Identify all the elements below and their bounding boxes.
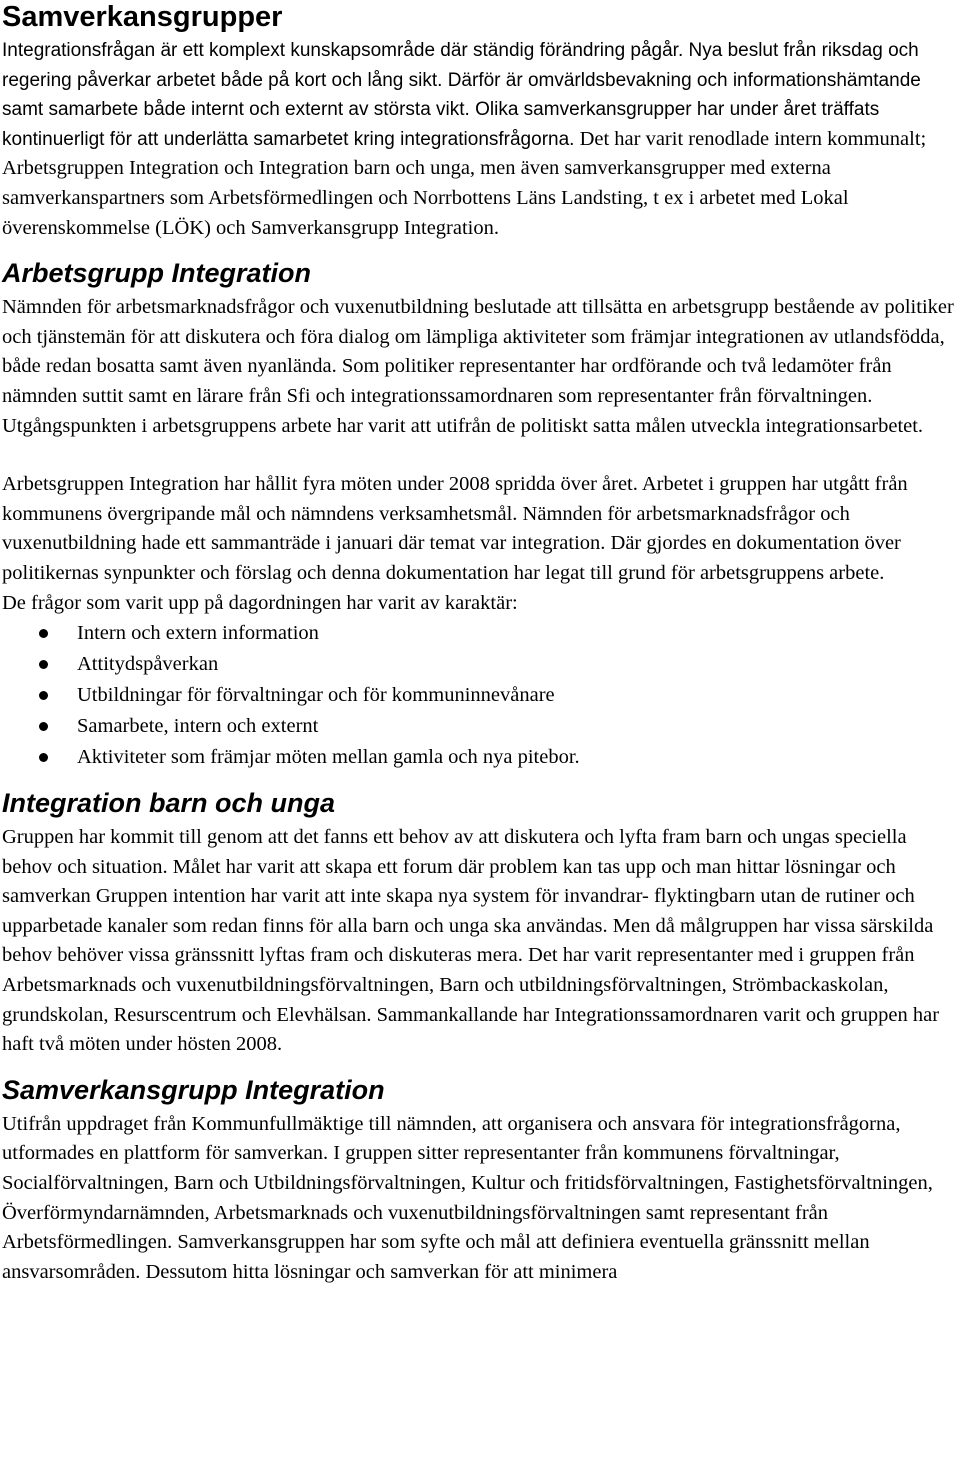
- document-page: [0, 1, 960, 1287]
- section-heading-arbetsgrupp: Arbetsgrupp Integration: [2, 258, 311, 289]
- list-item: [2, 618, 954, 649]
- intro-serif-text: Det har varit renodlade intern kommunalt; Arbetsgruppen Integration och Integration barn och unga, men även samverkansgrupper med externa samverkanspartners som Arbetsförmedlingen och Norrbottens Läns Landsting, t ex i arbetet med Lokal överenskommelse (LÖK) och Samverkansgrupp Integration.: [2, 127, 927, 239]
- section-heading-samverkansgrupp: Samverkansgrupp Integration: [2, 1074, 385, 1105]
- list-item-text: Samarbete, intern och externt: [77, 715, 319, 738]
- page-title: Samverkansgrupper: [2, 1, 283, 33]
- arbetsgrupp-paragraph-3: De frågor som varit upp på dagordningen har varit av karaktär:: [2, 591, 518, 614]
- list-item-text: Attitydspåverkan: [77, 653, 219, 676]
- intro-paragraph: [2, 36, 954, 243]
- section-heading-barn-unga: Integration barn och unga: [2, 788, 336, 819]
- list-item: [2, 742, 954, 773]
- list-item: [2, 680, 954, 711]
- samverkansgrupp-paragraph: Utifrån uppdraget från Kommunfullmäktige till nämnden, att organisera och ansvara för integrationsfrågorna, utformades en plattform för samverkan. I gruppen sitter representanter från kommunens förvaltningar, Socialförvaltningen, Barn och Utbildningsförvaltningen, Kultur och fritidsförvaltningen, Fastighetsförvaltningen, Överförmyndarnämnden, Arbetsmarknads och vuxenutbildningsförvaltningen samt representant från Arbetsförmedlingen. Samverkansgruppen har som syfte och mål att definiera eventuella gränssnitt mellan ansvarsområden. Dessutom hitta lösningar och samverkan för att minimera: [2, 1112, 933, 1283]
- barn-unga-paragraph: Gruppen har kommit till genom att det fanns ett behov av att diskutera och lyfta fram barn och ungas speciella behov och situation. Målet har varit att skapa ett forum där problem kan tas upp och man hittar lösningar och samverkan Gruppen intention har varit att inte skapa nya system för invandrar- flyktingbarn utan de rutiner och upparbetade kanaler som redan finns för alla barn och unga ska användas. Men då målgruppen har vissa särskilda behov behöver vissa gränssnitt lyftas fram och diskuteras mera. Det har varit representanter med i gruppen från Arbetsmarknads och vuxenutbildningsförvaltningen, Barn och utbildningsförvaltningen, Strömbackaskolan, grundskolan, Resurscentrum och Elevhälsan. Sammankallande har Integrationssamordnaren varit och gruppen har haft två möten under hösten 2008.: [2, 826, 940, 1056]
- bullet-icon: [39, 722, 48, 731]
- list-item-text: Aktiviteter som främjar möten mellan gamla och nya pitebor.: [77, 746, 580, 769]
- arbetsgrupp-paragraph-2: Arbetsgruppen Integration har hållit fyra möten under 2008 spridda över året. Arbetet i gruppen har utgått från kommunens övergripande mål och nämndens verksamhetsmål. Nämnden för arbetsmarknadsfrågor och vuxenutbildning hade ett sammanträde i januari där temat var integration. Där gjordes en dokumentation över politikernas synpunkter och förslag och denna dokumentation har legat till grund för arbetsgruppens arbete.: [2, 473, 908, 584]
- paragraph-gap: [2, 441, 954, 470]
- arbetsgrupp-paragraph-1: Nämnden för arbetsmarknadsfrågor och vuxenutbildning beslutade att tillsätta en arbetsgrupp bestående av politiker och tjänstemän för att diskutera och föra dialog om lämpliga aktiviteter som främjar integrationen av utlandsfödda, både redan bosatta samt även nyanlända. Som politiker representanter har ordförande och två ledamöter från nämnden suttit samt en lärare från Sfi och integrationssamordnaren som representanter från förvaltningen. Utgångspunkten i arbetsgruppens arbete har varit att utifrån de politiskt satta målen utveckla integrationsarbetet.: [2, 296, 954, 437]
- bullet-icon: [39, 753, 48, 762]
- bullet-icon: [39, 691, 48, 700]
- bullet-icon: [39, 660, 48, 669]
- list-item-text: Utbildningar för förvaltningar och för kommuninnevånare: [77, 684, 555, 707]
- list-item: [2, 711, 954, 742]
- agenda-bullet-list: [2, 618, 954, 773]
- list-item: [2, 649, 954, 680]
- intro-sans-text: Integrationsfrågan är ett komplext kunskapsområde där ständig förändring pågår. Nya beslut från riksdag och regering påverkar arbetet både på kort och lång sikt. Därför är omvärldsbevakning och informationshämtande samt samarbete både internt och externt av största vikt. Olika samverkansgrupper har under året träffats kontinuerligt för att underlätta samarbetet kring integrationsfrågorna.: [2, 40, 921, 150]
- bullet-icon: [39, 629, 48, 638]
- list-item-text: Intern och extern information: [77, 622, 319, 645]
